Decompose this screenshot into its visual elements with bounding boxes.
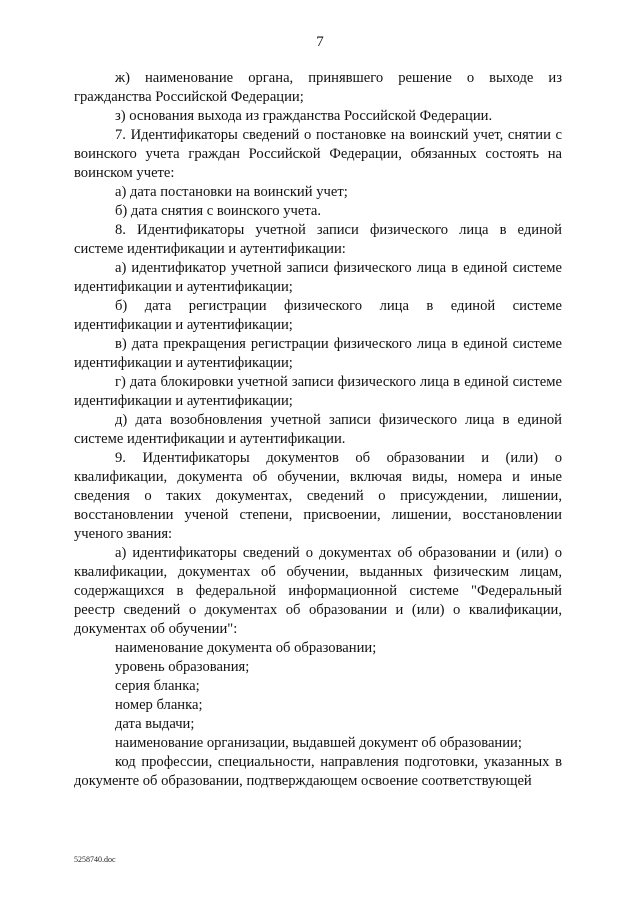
list-line: наименование документа об образовании; [115, 640, 377, 656]
list-line: уровень образования; [115, 659, 250, 675]
paragraph: г) дата блокировки учетной записи физического лица в единой системе идентификации и аутентификации; [74, 374, 562, 409]
paragraph: а) дата постановки на воинский учет; [115, 184, 348, 200]
paragraph: 7. Идентификаторы сведений о постановке на воинский учет, снятии с воинского учета граждан Российской Федерации, обязанных состоять на воинском учете: [74, 127, 562, 181]
list-line: номер бланка; [115, 697, 203, 713]
paragraph: в) дата прекращения регистрации физического лица в единой системе идентификации и аутентификации; [74, 336, 562, 371]
paragraph: д) дата возобновления учетной записи физического лица в единой системе идентификации и аутентификации. [74, 412, 562, 447]
list-line: дата выдачи; [115, 716, 195, 732]
list-line: наименование организации, выдавшей документ об образовании; [115, 735, 522, 751]
paragraph: з) основания выхода из гражданства Российской Федерации. [115, 108, 493, 124]
paragraph: б) дата регистрации физического лица в единой системе идентификации и аутентификации; [74, 298, 562, 333]
paragraph: 8. Идентификаторы учетной записи физического лица в единой системе идентификации и аутентификации: [74, 222, 562, 257]
paragraph: а) идентификаторы сведений о документах об образовании и (или) о квалификации, документах об обучении, выданных физическим лицам, содержащихся в федеральной информационной системе "Федеральный реестр сведений о документах об образовании и (или) о квалификации, документах об обучении": [74, 545, 562, 637]
page-number: 7 [316, 34, 324, 50]
document-body [74, 69, 562, 791]
paragraph: б) дата снятия с воинского учета. [115, 203, 322, 219]
paragraph: а) идентификатор учетной записи физического лица в единой системе идентификации и аутентификации; [74, 260, 562, 295]
footer-file-code: 5258740.doc [74, 855, 116, 864]
list-line: серия бланка; [115, 678, 200, 694]
paragraph: код профессии, специальности, направления подготовки, указанных в документе об образовании, подтверждающем освоение соответствующей [74, 754, 562, 789]
paragraph: 9. Идентификаторы документов об образовании и (или) о квалификации, документа об обучении, включая виды, номера и иные сведения о таких документах, сведений о присуждении, лишении, восстановлении ученой степени, присвоении, лишении, восстановлении ученого звания: [74, 450, 562, 542]
paragraph: ж) наименование органа, принявшего решение о выходе из гражданства Российской Федерации; [74, 70, 562, 105]
